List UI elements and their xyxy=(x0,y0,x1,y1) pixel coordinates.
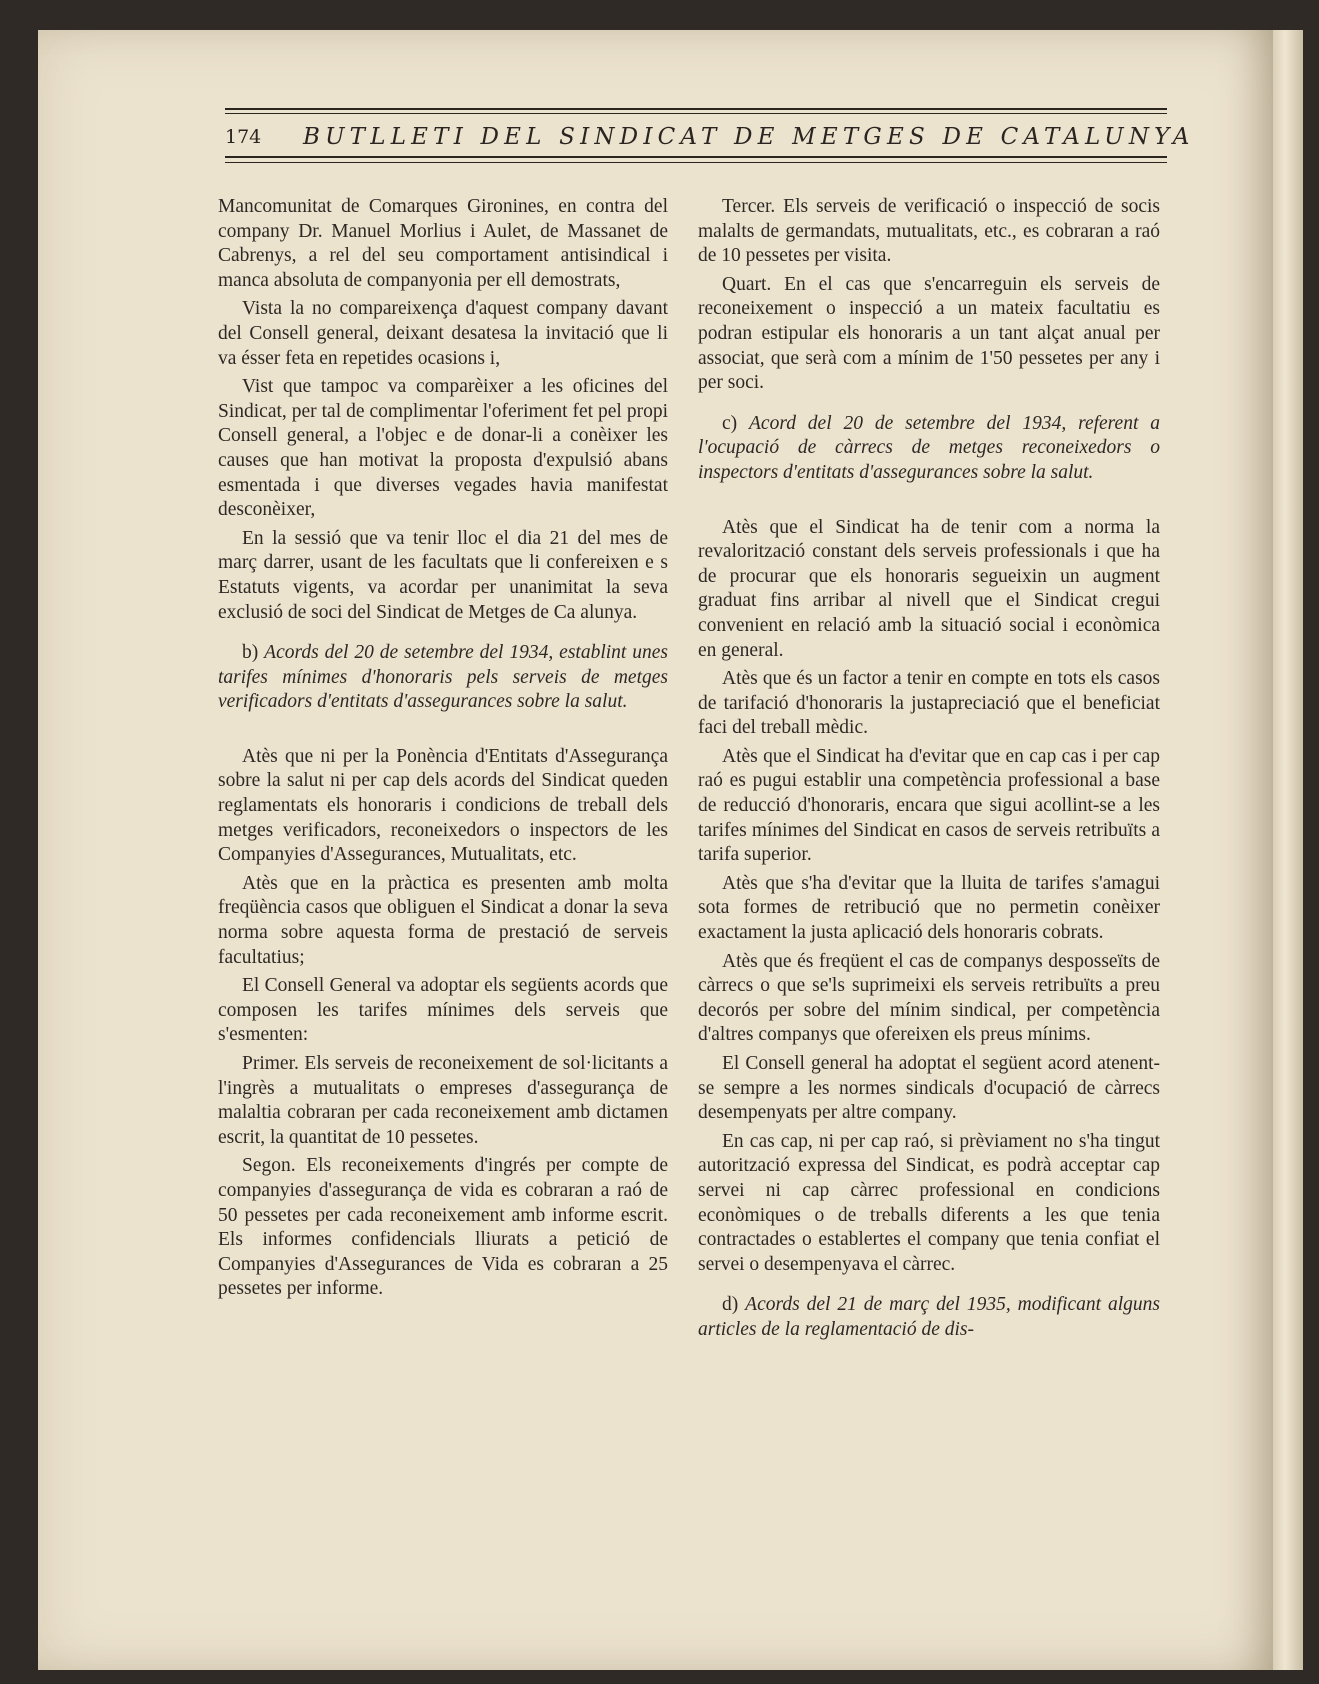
paragraph: Quart. En el cas que s'encarreguin els serveis de reconeixement o inspecció a un mateix facultatiu es podran estipular els honoraris a un tant alçat anual per associat, que serà com a mínim de 1'50 pessetes per any i per soci. xyxy=(698,273,1160,394)
paragraph: El Consell general ha adoptat el següent acord atenent-se sempre a les normes sindicals d'ocupació de càrrecs desempenyats per altre company. xyxy=(698,1053,1160,1124)
paragraph: En cas cap, ni per cap raó, si prèviament no s'ha tingut autorització expressa del Sindicat, es podrà acceptar cap servei ni cap càrrec professional en condicions econòmiques o de treballs diferents a les que tenia contractades o establertes el company que tenia confiat el servei o desempenyava el càrrec. xyxy=(698,1130,1160,1275)
section-label: b) xyxy=(242,642,265,664)
running-title: BUTLLETI DEL SINDICAT DE METGES DE CATALUNYA xyxy=(303,124,1195,150)
header-rule-top xyxy=(225,108,1167,110)
paragraph: Tercer. Els serveis de verificació o inspecció de socis malalts de germandats, mutualitats, etc., es cobraran a raó de 10 pessetes per visita. xyxy=(698,196,1160,267)
section-title: Acords del 21 de març del 1935, modificant alguns articles de la reglamentació de dis- xyxy=(698,1294,1160,1340)
paragraph: Atès que el Sindicat ha de tenir com a norma la revalorització constant dels serveis professionals i que ha de procurar que els honoraris segueixin un augment graduat fins arribar al nivell que el Sindicat cregui convenient en relació amb la situació social i econòmica en general. xyxy=(698,516,1160,661)
paragraph: Mancomunitat de Comarques Gironines, en contra del company Dr. Manuel Morlius i Aulet, de Massanet de Cabrenys, a rel del seu comportament antisindical i manca absoluta de companyonia per ell demostrats, xyxy=(218,196,668,291)
paragraph: Segon. Els reconeixements d'ingrés per compte de companyies d'assegurança de vida es cobraran a raó de 50 pessetes per cada reconeixement amb informe escrit. Els informes confidencials lliurats a petició de Companyies d'Assegurances de Vida es cobraran a 25 pessetes per informe. xyxy=(218,1155,668,1300)
paragraph: Atès que s'ha d'evitar que la lluita de tarifes s'amagui sota formes de retribució que no permetin conèixer exactament la justa aplicació dels honoraris cobrats. xyxy=(698,872,1160,944)
section-label: d) xyxy=(722,1294,746,1316)
paragraph: Vist que tampoc va comparèixer a les oficines del Sindicat, per tal de complimentar l'oferiment fet pel propi Consell general, a l'objec e de donar-li a conèixer les causes que han motivat la proposta d'expulsió abans esmentada i que diverses vegades havia manifestat desconèixer, xyxy=(218,376,668,521)
paragraph: Primer. Els serveis de reconeixement de sol·licitants a l'ingrès a mutualitats o empreses d'assegurança de malaltia cobraran per cada reconeixement amb dictamen escrit, la quantitat de 10 pessetes. xyxy=(218,1053,668,1148)
paragraph: Atès que és un factor a tenir en compte en tots els casos de tarifació d'honoraris la justapreciació que el beneficiat faci del treball mèdic. xyxy=(698,668,1160,739)
paragraph: Atès que el Sindicat ha d'evitar que en cap cas i per cap raó es pugui establir una competència professional a base de reducció d'honoraris, encara que sigui acollint-se a les tarifes mínimes del Sindicat en casos de serveis retribuïts a tarifa superior. xyxy=(698,745,1160,866)
paragraph: Atès que és freqüent el cas de companys desposseïts de càrrecs o que se'ls suprimeixi els serveis retribuïts a preu decorós per sobre del mínim sindical, per competència d'altres companys que ofereixen els preus mínims. xyxy=(698,950,1160,1046)
paragraph: Atès que en la pràctica es presenten amb molta freqüència casos que obliguen el Sindicat a donar la seva norma sobre aquesta forma de prestació de serveis facultatius; xyxy=(218,872,668,968)
header-rule-bottom-thin xyxy=(225,162,1167,163)
section-title: Acords del 20 de setembre del 1934, establint unes tarifes mínimes d'honoraris pels serveis de metges verificadors d'entitats d'assegurances sobre la salut. xyxy=(218,642,668,713)
page-header xyxy=(225,108,1195,168)
section-title: Acord del 20 de setembre del 1934, referent a l'ocupació de càrrecs de metges reconeixedors o inspectors d'entitats d'assegurances sobre la salut. xyxy=(698,412,1160,483)
header-rule-top-thin xyxy=(225,113,1167,114)
paragraph: El Consell General va adoptar els següents acords que composen les tarifes mínimes dels serveis que s'esmenten: xyxy=(218,975,668,1046)
page-number: 174 xyxy=(225,126,262,148)
page-edge xyxy=(1273,30,1303,1670)
paragraph: En la sessió que va tenir lloc el dia 21 del mes de març darrer, usant de les facultats que li confereixen e s Estatuts vigents, va acordar per unanimitat la seva exclusió de soci del Sindicat de Metges de Ca alunya. xyxy=(218,527,668,623)
left-column xyxy=(218,195,668,1306)
paragraph: Vista la no compareixença d'aquest company davant del Consell general, deixant desatesa la invitació que li va ésser feta en repetides ocasions i, xyxy=(218,298,668,369)
section-label: c) xyxy=(722,412,750,434)
header-rule-bottom xyxy=(225,156,1167,158)
right-column xyxy=(698,195,1160,1343)
section-heading xyxy=(698,1293,1160,1342)
section-heading xyxy=(698,412,1160,486)
paragraph: Atès que ni per la Ponència d'Entitats d'Assegurança sobre la salut ni per cap dels acords del Sindicat queden reglamentats els honoraris i condicions de treball dels metges verificadors, reconeixedors o inspectors de les Companyies d'Assegurances, Mutualitats, etc. xyxy=(218,745,668,866)
section-heading xyxy=(218,641,668,715)
